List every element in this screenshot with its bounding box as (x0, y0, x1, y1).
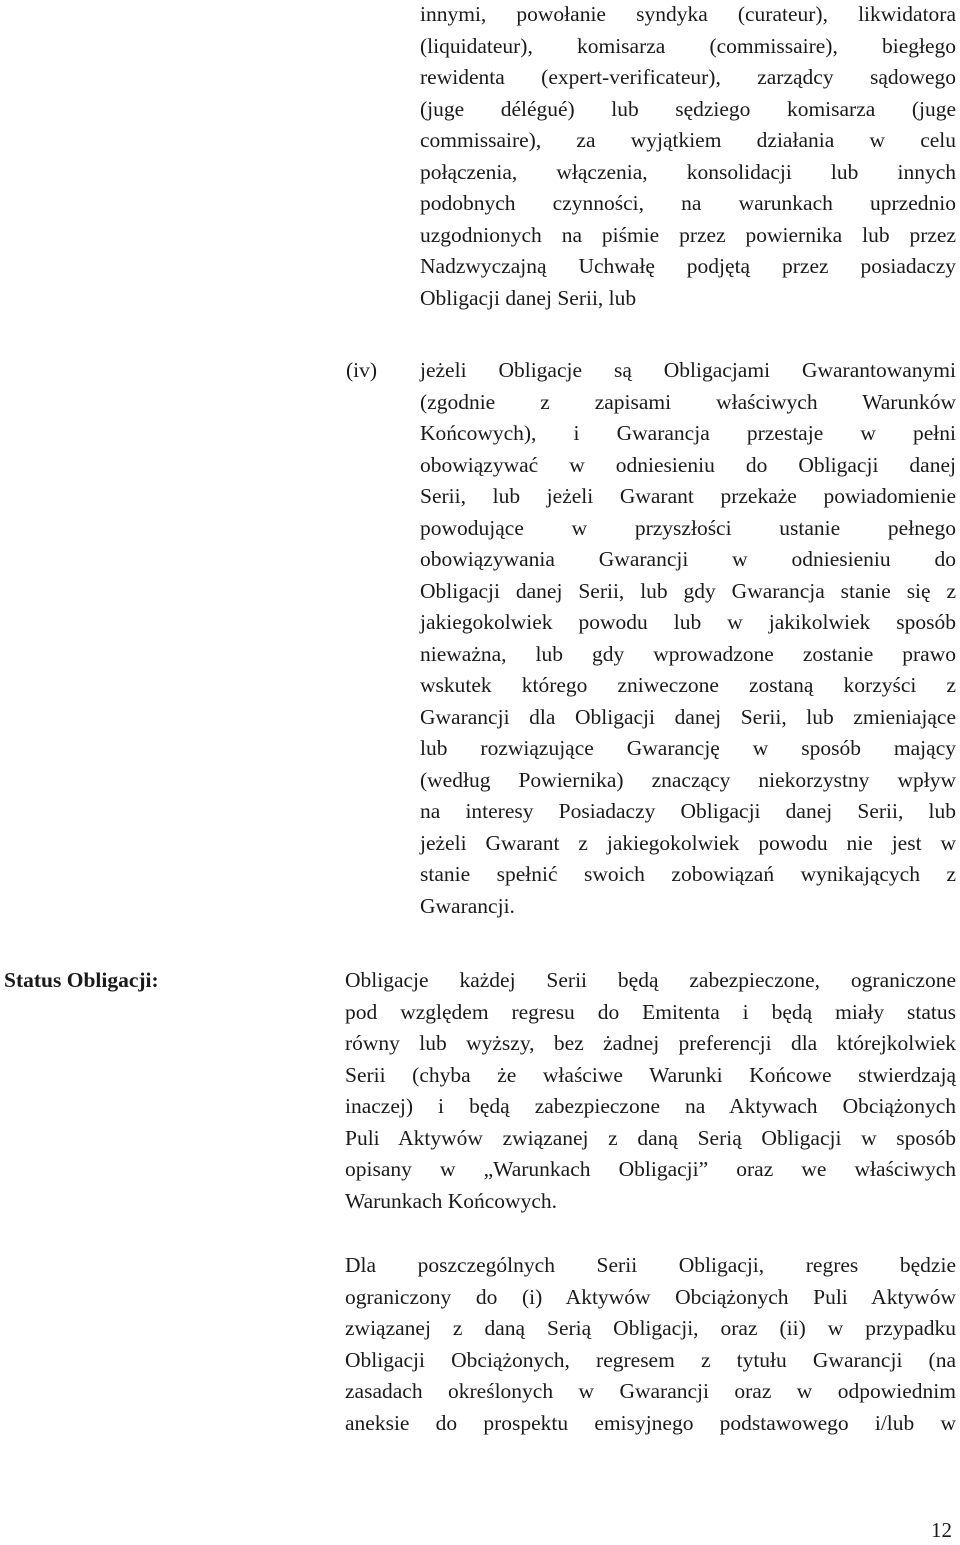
text-line: Obligacji danej Serii, lub (420, 285, 637, 310)
text-line: jakiegokolwiek powodu lub w jakikolwiek sposób (420, 610, 956, 634)
text-line: (juge délégué) lub sędziego komisarza (juge (420, 96, 956, 121)
text-line: Końcowych), i Gwarancja przestaje w pełni (420, 421, 956, 445)
text-line: Obligacji danej Serii, lub gdy Gwarancja stanie się z (420, 578, 956, 603)
text-line: aneksie do prospektu emisyjnego podstawowego i/lub w (345, 1410, 956, 1435)
text-line: równy lub wyższy, bez żadnej preferencji dla którejkolwiek (345, 1031, 956, 1055)
text-line: podobnych czynności, na warunkach uprzednio (420, 191, 956, 215)
text-line: Warunkach Końcowych. (345, 1188, 557, 1213)
text-line: (liquidateur), komisarza (commissaire), biegłego (420, 33, 956, 58)
text-line: Serii, lub jeżeli Gwarant przekaże powiadomienie (420, 484, 956, 508)
text-line: rewidenta (expert-verificateur), zarządcy sądowego (420, 65, 956, 89)
text-line: uzgodnionych na piśmie przez powiernika lub przez (420, 222, 956, 247)
text-line: wskutek którego zniweczone zostaną korzyści z (420, 673, 956, 697)
text-line: jeżeli Gwarant z jakiegokolwiek powodu nie jest w (420, 830, 956, 855)
text-line: związanej z daną Serią Obligacji, oraz (ii) w przypadku (345, 1316, 956, 1340)
text-line: inaczej) i będą zabezpieczone na Aktywach Obciążonych (345, 1094, 956, 1118)
text-line: jeżeli Obligacje są Obligacjami Gwarantowanymi (420, 358, 956, 382)
text-line: ograniczony do (i) Aktywów Obciążonych Puli Aktywów (345, 1284, 956, 1309)
text-line: nieważna, lub gdy wprowadzone zostanie prawo (420, 641, 956, 666)
text-line: powodujące w przyszłości ustanie pełnego (420, 515, 956, 540)
text-line: połączenia, włączenia, konsolidacji lub innych (420, 159, 956, 184)
page-number: 12 (931, 1518, 952, 1542)
text-line: Serii (chyba że właściwe Warunki Końcowe stwierdzają (345, 1062, 956, 1087)
text-line: Puli Aktywów związanej z daną Serią Obligacji w sposób (345, 1125, 956, 1150)
text-line: stanie spełnić swoich zobowiązań wynikających z (420, 862, 956, 886)
text-line: (zgodnie z zapisami właściwych Warunków (420, 389, 956, 414)
text-line: pod względem regresu do Emitenta i będą miały status (345, 999, 956, 1024)
text-line: zasadach określonych w Gwarancji oraz w odpowiednim (345, 1379, 956, 1403)
text-line: Obligacji Obciążonych, regresem z tytułu Gwarancji (na (345, 1347, 956, 1372)
text-line: Nadzwyczajną Uchwałę podjętą przez posiadaczy (420, 254, 956, 278)
text-line: obowiązywania Gwarancji w odniesieniu do (420, 547, 956, 571)
text-line: innymi, powołanie syndyka (curateur), likwidatora (420, 2, 956, 26)
section-heading: Status Obligacji: (4, 968, 159, 992)
clause-label: (iv) (346, 358, 378, 382)
text-line: opisany w „Warunkach Obligacji” oraz we właściwych (345, 1157, 956, 1181)
text-line: Obligacje każdej Serii będą zabezpieczone, ograniczone (345, 968, 956, 992)
text-line: Dla poszczególnych Serii Obligacji, regres będzie (345, 1253, 956, 1277)
text-line: lub rozwiązujące Gwarancję w sposób mający (420, 736, 956, 760)
text-line: obowiązywać w odniesieniu do Obligacji danej (420, 452, 956, 477)
text-line: commissaire), za wyjątkiem działania w celu (420, 128, 956, 152)
text-line: (według Powiernika) znaczący niekorzystny wpływ (420, 767, 956, 792)
text-line: Gwarancji dla Obligacji danej Serii, lub zmieniające (420, 704, 956, 729)
text-line: Gwarancji. (420, 893, 515, 918)
text-line: na interesy Posiadaczy Obligacji danej Serii, lub (420, 799, 956, 823)
